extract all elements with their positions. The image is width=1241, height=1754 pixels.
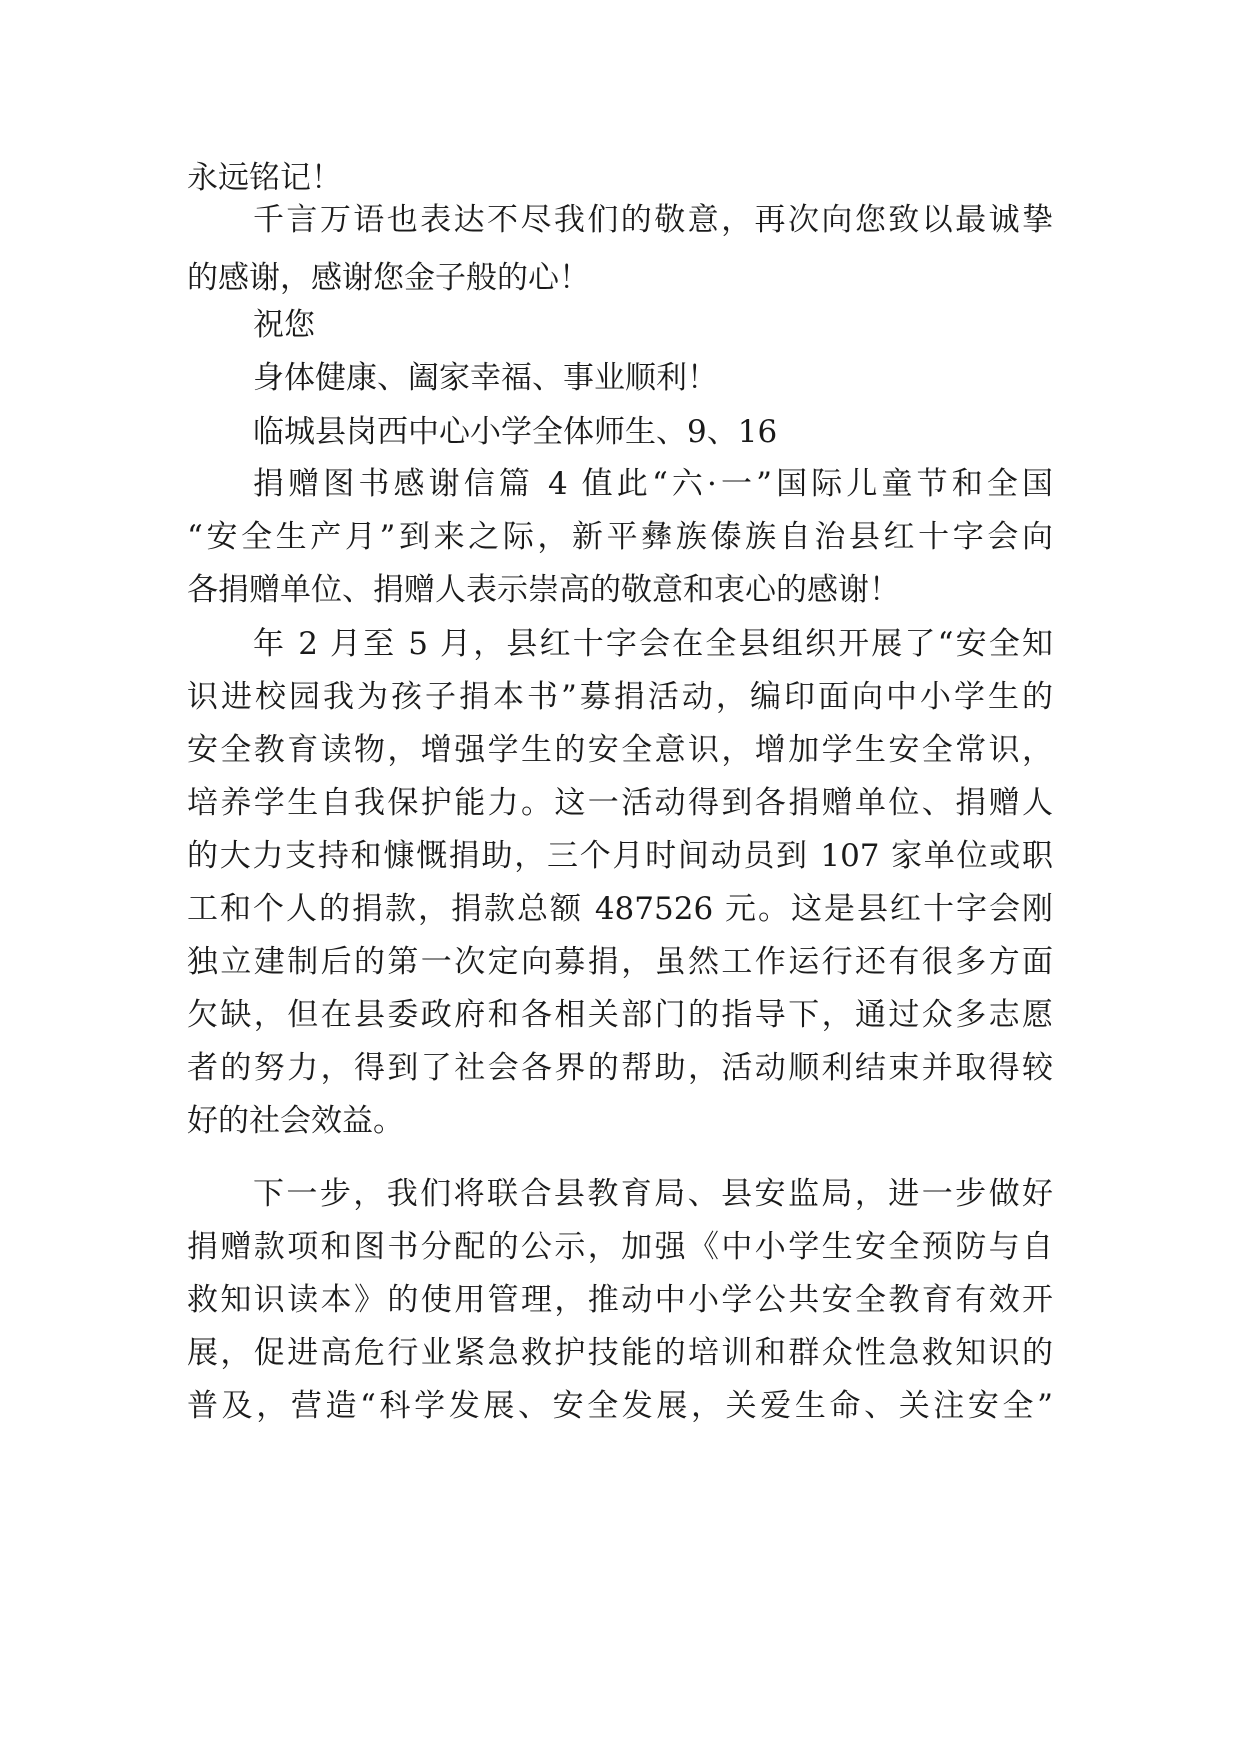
text-line: 永远铭记！ <box>187 160 342 196</box>
text-line: 捐赠款项和图书分配的公示，加强《中小学生安全预防与自 <box>187 1229 1053 1265</box>
text-line: 欠缺，但在县委政府和各相关部门的指导下，通过众多志愿 <box>187 997 1053 1033</box>
text-line: 下一步，我们将联合县教育局、县安监局，进一步做好 <box>253 1176 1053 1212</box>
text-line: 的大力支持和慷慨捐助，三个月时间动员到 107 家单位或职 <box>187 838 1053 874</box>
text-line: 展，促进高危行业紧急救护技能的培训和群众性急救知识的 <box>187 1335 1053 1371</box>
text-line: 普及，营造“科学发展、安全发展，关爱生命、关注安全” <box>187 1388 1053 1424</box>
text-line: 培养学生自我保护能力。这一活动得到各捐赠单位、捐赠人 <box>187 785 1053 821</box>
text-line: 各捐赠单位、捐赠人表示崇高的敬意和衷心的感谢！ <box>187 572 900 608</box>
text-line: 祝您 <box>253 307 315 343</box>
text-line: 识进校园我为孩子捐本书”募捐活动，编印面向中小学生的 <box>187 679 1053 715</box>
text-line: 好的社会效益。 <box>187 1103 404 1139</box>
text-line: 工和个人的捐款，捐款总额 487526 元。这是县红十字会刚 <box>187 891 1053 927</box>
text-line: 身体健康、阖家幸福、事业顺利！ <box>253 360 718 396</box>
text-line: 安全教育读物，增强学生的安全意识，增加学生安全常识， <box>187 732 1053 768</box>
text-line: 千言万语也表达不尽我们的敬意，再次向您致以最诚挚 <box>253 202 1053 238</box>
text-line: 救知识读本》的使用管理，推动中小学公共安全教育有效开 <box>187 1282 1053 1318</box>
text-line: 年 2 月至 5 月，县红十字会在全县组织开展了“安全知 <box>253 626 1053 662</box>
text-line: 临城县岗西中心小学全体师生、9、16 <box>253 414 778 450</box>
text-line: 捐赠图书感谢信篇 4 值此“六·一”国际儿童节和全国 <box>253 466 1053 502</box>
text-line: 者的努力，得到了社会各界的帮助，活动顺利结束并取得较 <box>187 1050 1053 1086</box>
text-line: 的感谢，感谢您金子般的心！ <box>187 260 590 296</box>
text-line: “安全生产月”到来之际，新平彝族傣族自治县红十字会向 <box>187 519 1053 555</box>
text-line: 独立建制后的第一次定向募捐，虽然工作运行还有很多方面 <box>187 944 1053 980</box>
